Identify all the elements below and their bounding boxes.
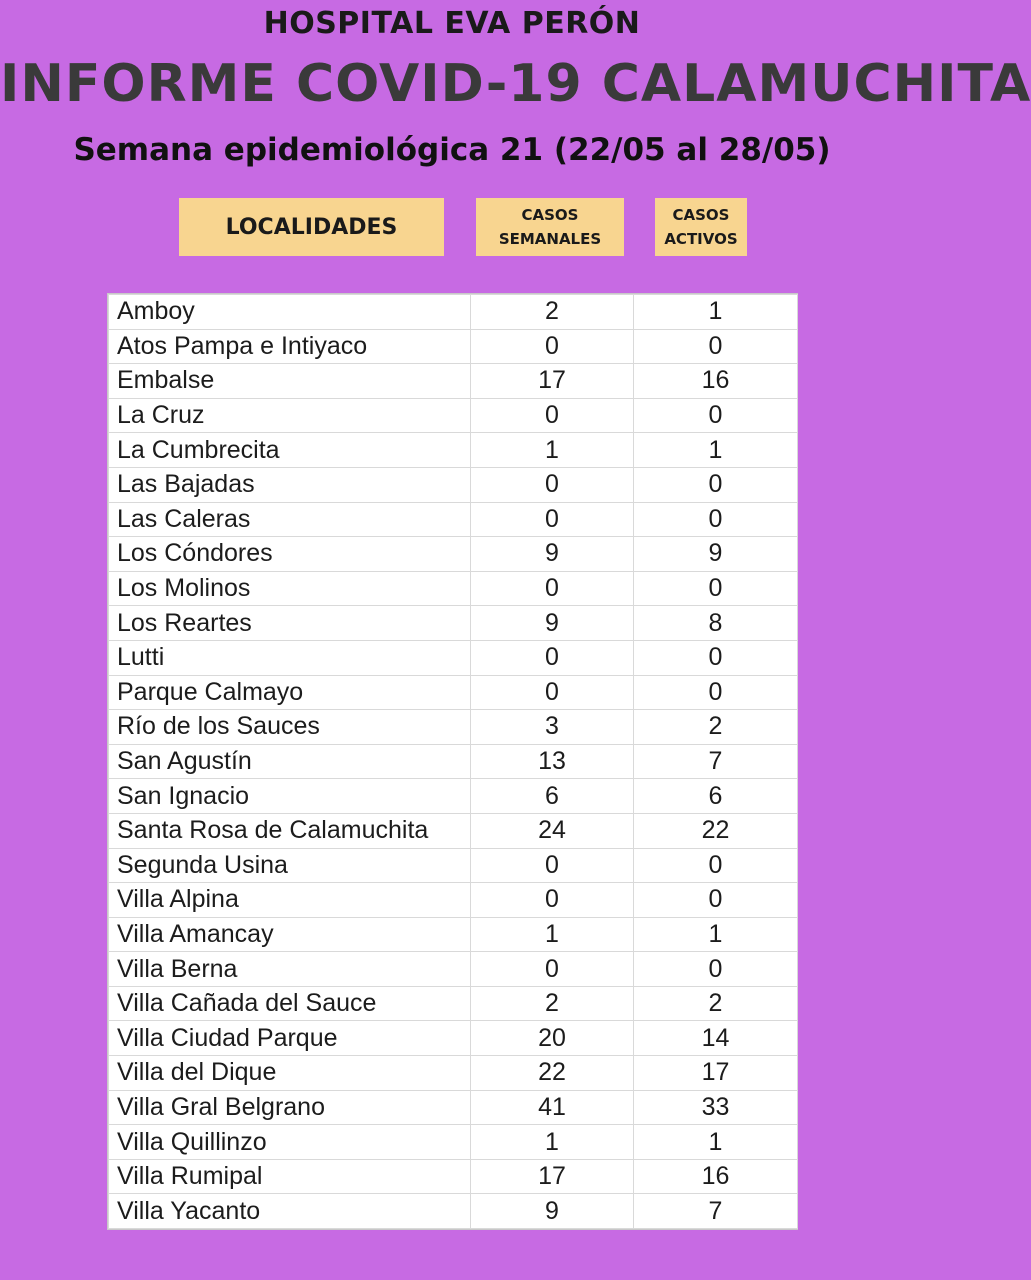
- table-row: [109, 606, 798, 641]
- casos-semanales-cell: 1: [471, 917, 634, 952]
- casos-activos-cell: 1: [634, 295, 798, 330]
- casos-semanales-cell: 2: [471, 295, 634, 330]
- column-header-activos-line2: ACTIVOS: [664, 230, 738, 248]
- casos-activos-cell: 1: [634, 1125, 798, 1160]
- casos-semanales-cell: 17: [471, 1159, 634, 1194]
- table-row: [109, 883, 798, 918]
- casos-semanales-cell: 41: [471, 1090, 634, 1125]
- casos-activos-cell: 0: [634, 640, 798, 675]
- casos-activos-cell: 7: [634, 1194, 798, 1229]
- casos-activos-cell: 0: [634, 848, 798, 883]
- localidad-cell: Lutti: [109, 640, 471, 675]
- casos-activos-cell: 0: [634, 675, 798, 710]
- casos-semanales-cell: 9: [471, 537, 634, 572]
- localidad-cell: Las Bajadas: [109, 467, 471, 502]
- casos-semanales-cell: 20: [471, 1021, 634, 1056]
- casos-semanales-cell: 1: [471, 1125, 634, 1160]
- localidad-cell: Atos Pampa e Intiyaco: [109, 329, 471, 364]
- table-row: [109, 1159, 798, 1194]
- table-row: [109, 813, 798, 848]
- column-header-semanales-line1: CASOS: [521, 206, 579, 224]
- table-row: [109, 364, 798, 399]
- casos-semanales-cell: 0: [471, 952, 634, 987]
- table-row: [109, 779, 798, 814]
- table-row: [109, 467, 798, 502]
- casos-activos-cell: 2: [634, 986, 798, 1021]
- table-row: [109, 848, 798, 883]
- localidad-cell: Villa Gral Belgrano: [109, 1090, 471, 1125]
- localidad-cell: Los Molinos: [109, 571, 471, 606]
- casos-semanales-cell: 0: [471, 883, 634, 918]
- casos-semanales-cell: 17: [471, 364, 634, 399]
- localidad-cell: San Ignacio: [109, 779, 471, 814]
- table-row: [109, 329, 798, 364]
- localidad-cell: La Cruz: [109, 398, 471, 433]
- table-row: [109, 917, 798, 952]
- casos-activos-cell: 0: [634, 502, 798, 537]
- table-row: [109, 502, 798, 537]
- casos-semanales-cell: 0: [471, 329, 634, 364]
- casos-activos-cell: 0: [634, 467, 798, 502]
- cases-table-body: [109, 295, 798, 1229]
- table-row: [109, 640, 798, 675]
- table-row: [109, 295, 798, 330]
- column-header-semanales-line2: SEMANALES: [498, 230, 602, 248]
- localidad-cell: Villa Alpina: [109, 883, 471, 918]
- localidad-cell: San Agustín: [109, 744, 471, 779]
- casos-semanales-cell: 0: [471, 640, 634, 675]
- table-row: [109, 1194, 798, 1229]
- casos-activos-cell: 6: [634, 779, 798, 814]
- localidad-cell: Villa Ciudad Parque: [109, 1021, 471, 1056]
- localidad-cell: Villa Yacanto: [109, 1194, 471, 1229]
- casos-activos-cell: 8: [634, 606, 798, 641]
- column-header-activos-line1: CASOS: [672, 206, 730, 224]
- column-header-casos-activos: [655, 198, 747, 256]
- casos-activos-cell: 14: [634, 1021, 798, 1056]
- table-row: [109, 571, 798, 606]
- localidad-cell: Villa Cañada del Sauce: [109, 986, 471, 1021]
- casos-semanales-cell: 1: [471, 433, 634, 468]
- table-row: [109, 1021, 798, 1056]
- localidad-cell: Villa del Dique: [109, 1056, 471, 1091]
- column-header-localidades-label: LOCALIDADES: [225, 214, 398, 240]
- localidad-cell: Villa Rumipal: [109, 1159, 471, 1194]
- casos-semanales-cell: 22: [471, 1056, 634, 1091]
- hospital-name: HOSPITAL EVA PERÓN: [263, 6, 641, 41]
- table-row: [109, 744, 798, 779]
- casos-semanales-cell: 3: [471, 710, 634, 745]
- column-header-casos-semanales: [476, 198, 624, 256]
- table-row: [109, 398, 798, 433]
- casos-activos-cell: 1: [634, 917, 798, 952]
- casos-semanales-cell: 0: [471, 398, 634, 433]
- casos-activos-cell: 0: [634, 571, 798, 606]
- casos-semanales-cell: 0: [471, 848, 634, 883]
- casos-activos-cell: 7: [634, 744, 798, 779]
- localidad-cell: La Cumbrecita: [109, 433, 471, 468]
- table-row: [109, 675, 798, 710]
- table-row: [109, 1090, 798, 1125]
- report-title: INFORME COVID-19 CALAMUCHITA: [0, 54, 1031, 114]
- table-row: [109, 433, 798, 468]
- localidad-cell: Villa Berna: [109, 952, 471, 987]
- localidad-cell: Villa Quillinzo: [109, 1125, 471, 1160]
- column-header-localidades: [179, 198, 444, 256]
- casos-activos-cell: 17: [634, 1056, 798, 1091]
- table-row: [109, 1056, 798, 1091]
- table-row: [109, 952, 798, 987]
- localidad-cell: Los Reartes: [109, 606, 471, 641]
- casos-semanales-cell: 13: [471, 744, 634, 779]
- table-row: [109, 986, 798, 1021]
- casos-semanales-cell: 0: [471, 675, 634, 710]
- casos-activos-cell: 0: [634, 952, 798, 987]
- localidad-cell: Segunda Usina: [109, 848, 471, 883]
- localidad-cell: Río de los Sauces: [109, 710, 471, 745]
- casos-semanales-cell: 24: [471, 813, 634, 848]
- casos-semanales-cell: 9: [471, 606, 634, 641]
- casos-activos-cell: 0: [634, 398, 798, 433]
- table-row: [109, 1125, 798, 1160]
- casos-semanales-cell: 0: [471, 571, 634, 606]
- localidad-cell: Embalse: [109, 364, 471, 399]
- casos-activos-cell: 9: [634, 537, 798, 572]
- casos-activos-cell: 33: [634, 1090, 798, 1125]
- casos-semanales-cell: 2: [471, 986, 634, 1021]
- casos-activos-cell: 16: [634, 364, 798, 399]
- casos-activos-cell: 22: [634, 813, 798, 848]
- localidad-cell: Santa Rosa de Calamuchita: [109, 813, 471, 848]
- localidad-cell: Las Caleras: [109, 502, 471, 537]
- casos-activos-cell: 1: [634, 433, 798, 468]
- casos-activos-cell: 0: [634, 883, 798, 918]
- cases-table: [107, 293, 798, 1230]
- table-row: [109, 710, 798, 745]
- localidad-cell: Amboy: [109, 295, 471, 330]
- localidad-cell: Los Cóndores: [109, 537, 471, 572]
- report-subtitle: Semana epidemiológica 21 (22/05 al 28/05): [73, 132, 831, 168]
- casos-activos-cell: 16: [634, 1159, 798, 1194]
- casos-semanales-cell: 6: [471, 779, 634, 814]
- casos-semanales-cell: 0: [471, 467, 634, 502]
- casos-activos-cell: 2: [634, 710, 798, 745]
- table-row: [109, 537, 798, 572]
- casos-semanales-cell: 0: [471, 502, 634, 537]
- localidad-cell: Villa Amancay: [109, 917, 471, 952]
- casos-semanales-cell: 9: [471, 1194, 634, 1229]
- casos-activos-cell: 0: [634, 329, 798, 364]
- localidad-cell: Parque Calmayo: [109, 675, 471, 710]
